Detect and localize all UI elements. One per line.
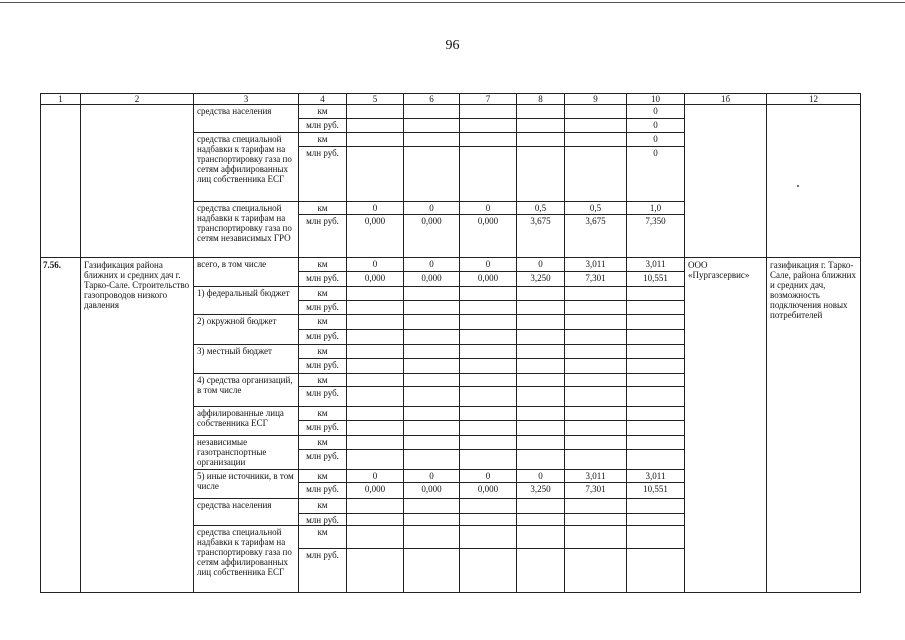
value-cell: 0,000 [460,272,517,287]
column-header: 1 [41,94,81,105]
prev-note-cell [767,105,861,258]
unit-cell: млн руб. [299,483,347,499]
value-cell: 0,000 [404,272,460,287]
value-cell: 3,675 [517,215,565,258]
table-row [41,258,861,272]
funding-source-label: 4) средства организаций, в том числе [194,374,299,407]
column-header: 9 [565,94,627,105]
funding-source-label: 1) федеральный бюджет [194,287,299,315]
note-cell: газификация г. Тарко-Сале, района ближних и средних дач, возможность подключения новых потребителей [767,258,861,593]
value-cell: 10,551 [627,483,685,499]
funding-source-label: независимые газотранспортные организации [194,436,299,470]
funding-source-label: средства населения [194,499,299,526]
value-cell: 0 [404,470,460,483]
value-cell: 0 [460,258,517,272]
unit-cell: км [299,470,347,483]
funding-source-label: средства специальной надбавки к тарифам на транспортировку газа по сетям аффилированных лиц собственника ЕСГ [194,526,299,593]
unit-cell: млн руб. [299,421,347,436]
table-row [41,105,861,119]
unit-cell: млн руб. [299,387,347,407]
column-header: 6 [404,94,460,105]
unit-cell: км [299,436,347,450]
unit-cell: млн руб. [299,301,347,315]
value-cell: 0,5 [565,202,627,215]
item-title: Газификация района ближних и средних дач г. Тарко-Сале. Строительство газопроводов низкого давления [81,258,194,593]
value-cell: 0,000 [347,483,404,499]
unit-cell: млн руб. [299,514,347,526]
unit-cell: км [299,374,347,387]
prev-executor-cell [685,105,767,258]
value-cell: 3,675 [565,215,627,258]
value-cell: 0 [347,202,404,215]
value-cell: 7,301 [565,272,627,287]
value-cell: 0,000 [404,483,460,499]
column-header: 10 [627,94,685,105]
scan-speck [797,185,799,187]
column-header: 7 [460,94,517,105]
value-cell: 0 [627,147,685,202]
unit-cell: млн руб. [299,147,347,202]
column-header: 1б [685,94,767,105]
value-cell: 0 [627,133,685,147]
unit-cell: млн руб. [299,272,347,287]
value-cell: 3,011 [627,470,685,483]
value-cell: 0 [347,258,404,272]
value-cell: 0 [404,258,460,272]
column-header: 3 [194,94,299,105]
column-header: 8 [517,94,565,105]
column-header: 5 [347,94,404,105]
funding-source-label: 2) окружной бюджет [194,315,299,345]
unit-cell: км [299,133,347,147]
top-border-line [0,2,905,3]
column-header: 2 [81,94,194,105]
prev-item-title-cell [81,105,194,258]
unit-cell: млн руб. [299,450,347,470]
unit-cell: км [299,287,347,301]
funding-source-label: 5) иные источники, в том числе [194,470,299,499]
executor-cell: ООО «Пургазсервис» [685,258,767,593]
value-cell: 0 [517,470,565,483]
funding-source-label: средства населения [194,105,299,133]
value-cell: 1,0 [627,202,685,215]
value-cell: 0,000 [404,215,460,258]
value-cell: 0,5 [517,202,565,215]
value-cell: 0,000 [347,272,404,287]
value-cell: 3,250 [517,483,565,499]
unit-cell: км [299,202,347,215]
value-cell: 7,350 [627,215,685,258]
unit-cell: км [299,407,347,421]
item-number: 7.56. [41,258,81,593]
unit-cell: млн руб. [299,549,347,593]
value-cell: 0 [517,258,565,272]
column-header-row [41,94,861,105]
unit-cell: км [299,526,347,549]
unit-cell: млн руб. [299,119,347,133]
value-cell: 0 [627,119,685,133]
value-cell: 3,011 [565,258,627,272]
funding-source-label: средства специальной надбавки к тарифам на транспортировку газа по сетям аффилированных лиц собственника ЕСГ [194,133,299,202]
funding-source-label: 3) местный бюджет [194,345,299,374]
funding-source-label: аффилированные лица собственника ЕСГ [194,407,299,436]
unit-cell: км [299,105,347,119]
value-cell: 3,250 [517,272,565,287]
prev-item-number-cell [41,105,81,258]
unit-cell: км [299,345,347,359]
investment-program-table [40,93,861,593]
value-cell: 0 [460,202,517,215]
value-cell: 0,000 [460,215,517,258]
unit-cell: млн руб. [299,359,347,374]
funding-source-label: средства специальной надбавки к тарифам на транспортировку газа по сетям независимых ГРО [194,202,299,258]
value-cell: 3,011 [565,470,627,483]
value-cell: 0 [460,470,517,483]
unit-cell: млн руб. [299,215,347,258]
funding-source-label: всего, в том числе [194,258,299,287]
unit-cell: км [299,258,347,272]
value-cell: 0 [347,470,404,483]
unit-cell: млн руб. [299,330,347,345]
value-cell: 10,551 [627,272,685,287]
column-header: 12 [767,94,861,105]
value-cell: 0,000 [460,483,517,499]
value-cell: 7,301 [565,483,627,499]
value-cell: 0 [404,202,460,215]
value-cell: 0,000 [347,215,404,258]
value-cell: 0 [627,105,685,119]
value-cell: 3,011 [627,258,685,272]
unit-cell: км [299,315,347,330]
page-number: 96 [445,38,460,53]
column-header: 4 [299,94,347,105]
unit-cell: км [299,499,347,514]
